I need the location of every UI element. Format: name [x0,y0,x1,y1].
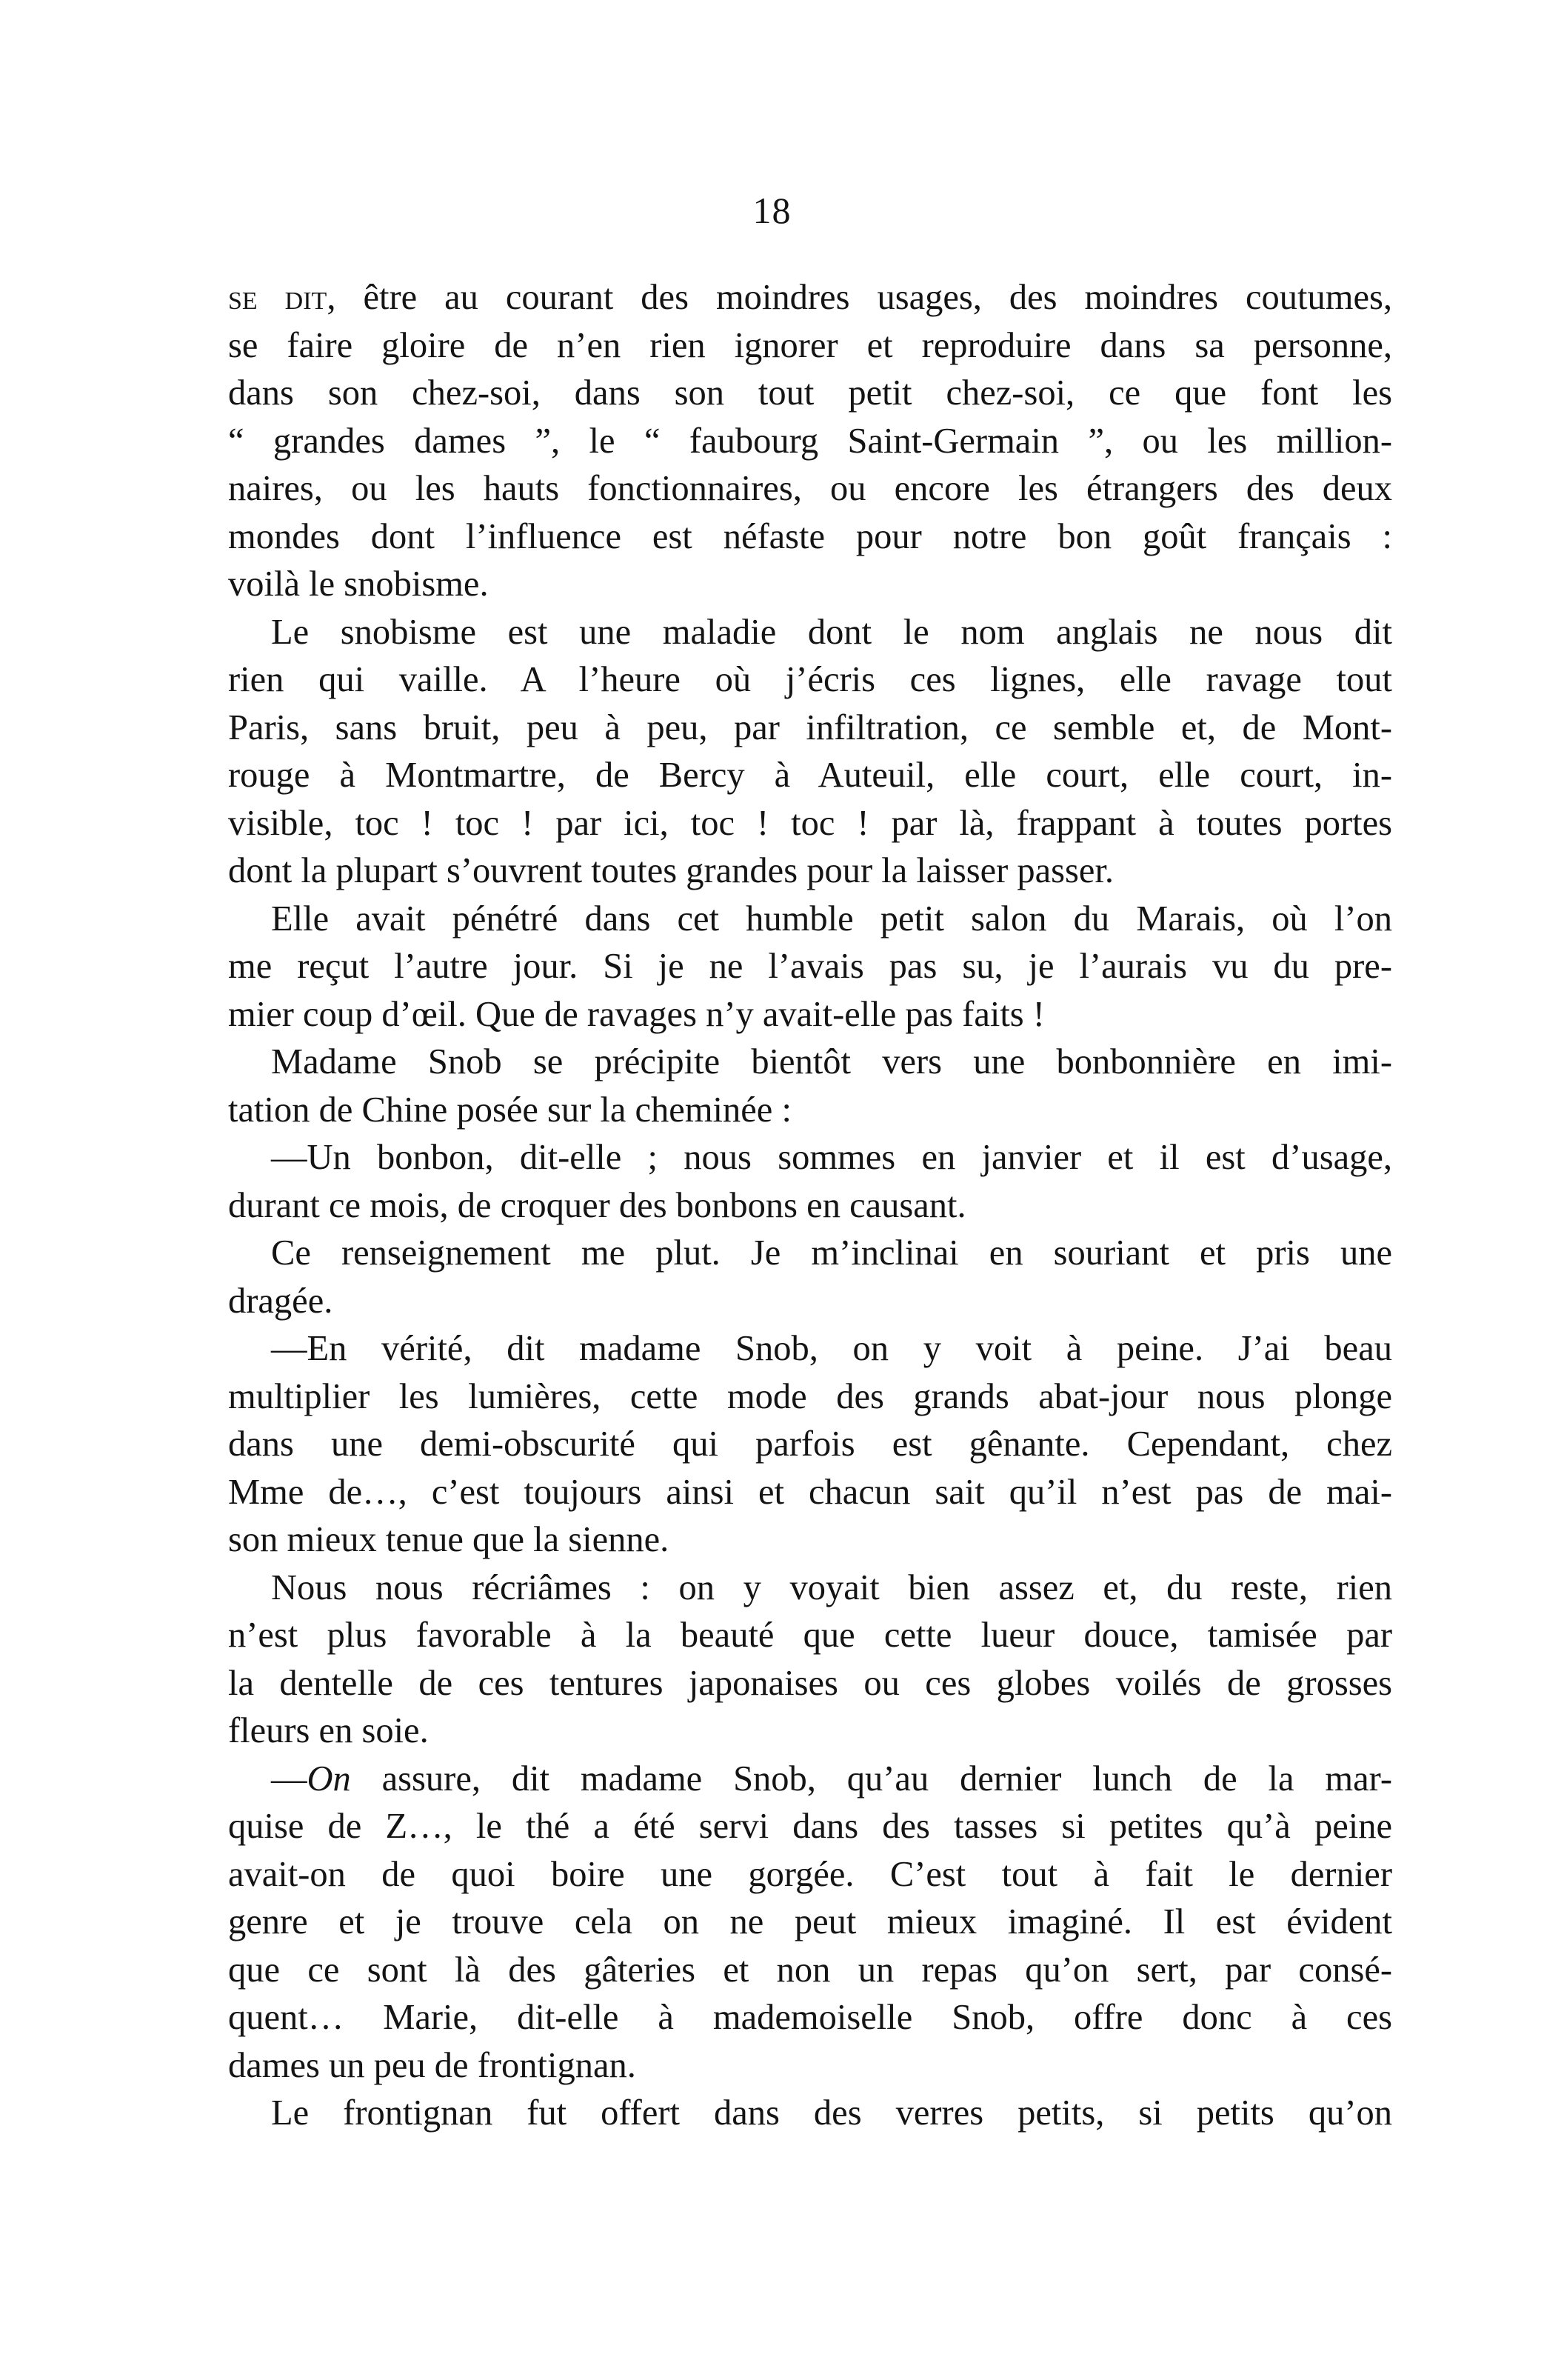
paragraph [228,2090,1392,2138]
text-line [228,1182,1392,1230]
line-text: durant ce mois, de croquer des bonbons en causant. [228,1185,966,1225]
line-text: n’est plus favorable à la beauté que cette lueur douce, tamisée par [228,1616,1392,1655]
line-text: dames un peu de frontignan. [228,2045,636,2085]
text-line [228,609,1392,657]
line-text: rouge à Montmartre, de Bercy à Auteuil, elle court, elle court, in- [228,756,1392,795]
text-line [228,322,1392,370]
text-line [228,1134,1392,1182]
text-line [228,896,1392,944]
text-line [228,1373,1392,1421]
line-text: dans son chez-soi, dans son tout petit chez-soi, ce que font les [228,373,1392,413]
body-text [228,274,1392,2138]
line-text: Le snobisme est une maladie dont le nom anglais ne nous dit [271,612,1392,652]
line-text: dragée. [228,1281,333,1321]
line-text: rien qui vaille. A l’heure où j’écris ces lignes, elle ravage tout [228,660,1392,699]
line-text: assure, dit madame Snob, qu’au dernier lunch de la mar- [350,1759,1392,1799]
line-text: se faire gloire de n’en rien ignorer et reproduire dans sa personne, [228,325,1392,365]
text-line [228,1039,1392,1087]
text-line [228,1851,1392,1899]
line-text: me reçut l’autre jour. Si je ne l’avais pas su, je l’aurais vu du pre- [228,947,1392,986]
line-text: quise de Z…, le thé a été servi dans des tasses si petites qu’à peine [228,1807,1392,1846]
line-text: Le frontignan fut offert dans des verres petits, si petits qu’on [271,2093,1392,2133]
text-line [228,1899,1392,1947]
text-line [228,2042,1392,2090]
text-line [228,513,1392,561]
line-text: Nous nous récriâmes : on y voyait bien assez et, du reste, rien [271,1567,1392,1607]
line-text: “ grandes dames ”, le “ faubourg Saint-Germain ”, ou les million- [228,421,1392,461]
text-line [228,1707,1392,1756]
text-line [228,752,1392,800]
line-text: naires, ou les hauts fonctionnaires, ou encore les étrangers des deux [228,469,1392,508]
paragraph [228,1230,1392,1325]
line-text: avait-on de quoi boire une gorgée. C’est tout à fait le dernier [228,1854,1392,1894]
text-line [228,1756,1392,1804]
text-line [228,1325,1392,1373]
line-text: voilà le snobisme. [228,564,489,604]
text-line [228,1278,1392,1326]
text-line [228,1564,1392,1613]
text-line [228,1947,1392,1995]
line-text: Mme de…, c’est toujours ainsi et chacun sait qu’il n’est pas de mai- [228,1472,1392,1512]
italic-lead: On [307,1759,351,1799]
text-line [228,943,1392,991]
line-text: Elle avait pénétré dans cet humble petit salon du Marais, où l’on [271,899,1392,939]
line-text: —En vérité, dit madame Snob, on y voit à peine. J’ai beau [271,1329,1392,1368]
text-line [228,1421,1392,1469]
text-line [228,274,1392,322]
line-text: la dentelle de ces tentures japonaises ou ces globes voilés de grosses [228,1663,1392,1703]
text-line [228,561,1392,609]
line-text: multiplier les lumières, cette mode des grands abat-jour nous plonge [228,1376,1392,1416]
paragraph [228,896,1392,1039]
text-line [228,1994,1392,2042]
line-text: visible, toc ! toc ! par ici, toc ! toc ! par là, frappant à toutes portes [228,803,1392,843]
line-text: dont la plupart s’ouvrent toutes grandes pour la laisser passer. [228,851,1114,890]
text-line [228,1469,1392,1517]
text-line [228,2090,1392,2138]
line-text: quent… Marie, dit-elle à mademoiselle Snob, offre donc à ces [228,1998,1392,2037]
line-text: , être au courant des moindres usages, des moindres coutumes, [327,278,1393,317]
line-text: Madame Snob se précipite bientôt vers une bonbonnière en imi- [271,1042,1392,1081]
text-line [228,656,1392,704]
line-text: dans une demi-obscurité qui parfois est gênante. Cependant, chez [228,1424,1392,1464]
paragraph [228,609,1392,896]
text-line [228,704,1392,753]
line-text: Paris, sans bruit, peu à peu, par infiltration, ce semble et, de Mont- [228,707,1392,747]
line-text: mier coup d’œil. Que de ravages n’y avait-elle pas faits ! [228,994,1045,1034]
line-text: mondes dont l’influence est néfaste pour notre bon goût français : [228,516,1392,556]
paragraph [228,274,1392,609]
text-line [228,1230,1392,1278]
line-text: tation de Chine posée sur la cheminée : [228,1090,792,1130]
line-text: —Un bonbon, dit-elle ; nous sommes en janvier et il est d’usage, [271,1138,1392,1177]
text-line [228,1660,1392,1708]
line-text: que ce sont là des gâteries et non un repas qu’on sert, par consé- [228,1950,1392,1990]
text-line [228,1803,1392,1851]
page-number: 18 [752,190,792,231]
line-text: fleurs en soie. [228,1711,429,1750]
text-line [228,800,1392,848]
text-line [228,1516,1392,1564]
dialogue-dash: — [271,1759,307,1799]
text-line [228,465,1392,513]
paragraph [228,1564,1392,1756]
paragraph [228,1039,1392,1134]
text-line [228,1087,1392,1135]
paragraph [228,1134,1392,1230]
paragraph [228,1756,1392,2090]
paragraph [228,1325,1392,1564]
line-text: genre et je trouve cela on ne peut mieux imaginé. Il est évident [228,1902,1392,1941]
line-text: Ce renseignement me plut. Je m’inclinai en souriant et pris une [271,1233,1392,1273]
text-line [228,1612,1392,1660]
text-line [228,847,1392,896]
text-line [228,370,1392,418]
text-line [228,418,1392,466]
text-line [228,991,1392,1039]
line-text: son mieux tenue que la sienne. [228,1520,669,1559]
small-caps-lead: se dit [228,278,327,317]
